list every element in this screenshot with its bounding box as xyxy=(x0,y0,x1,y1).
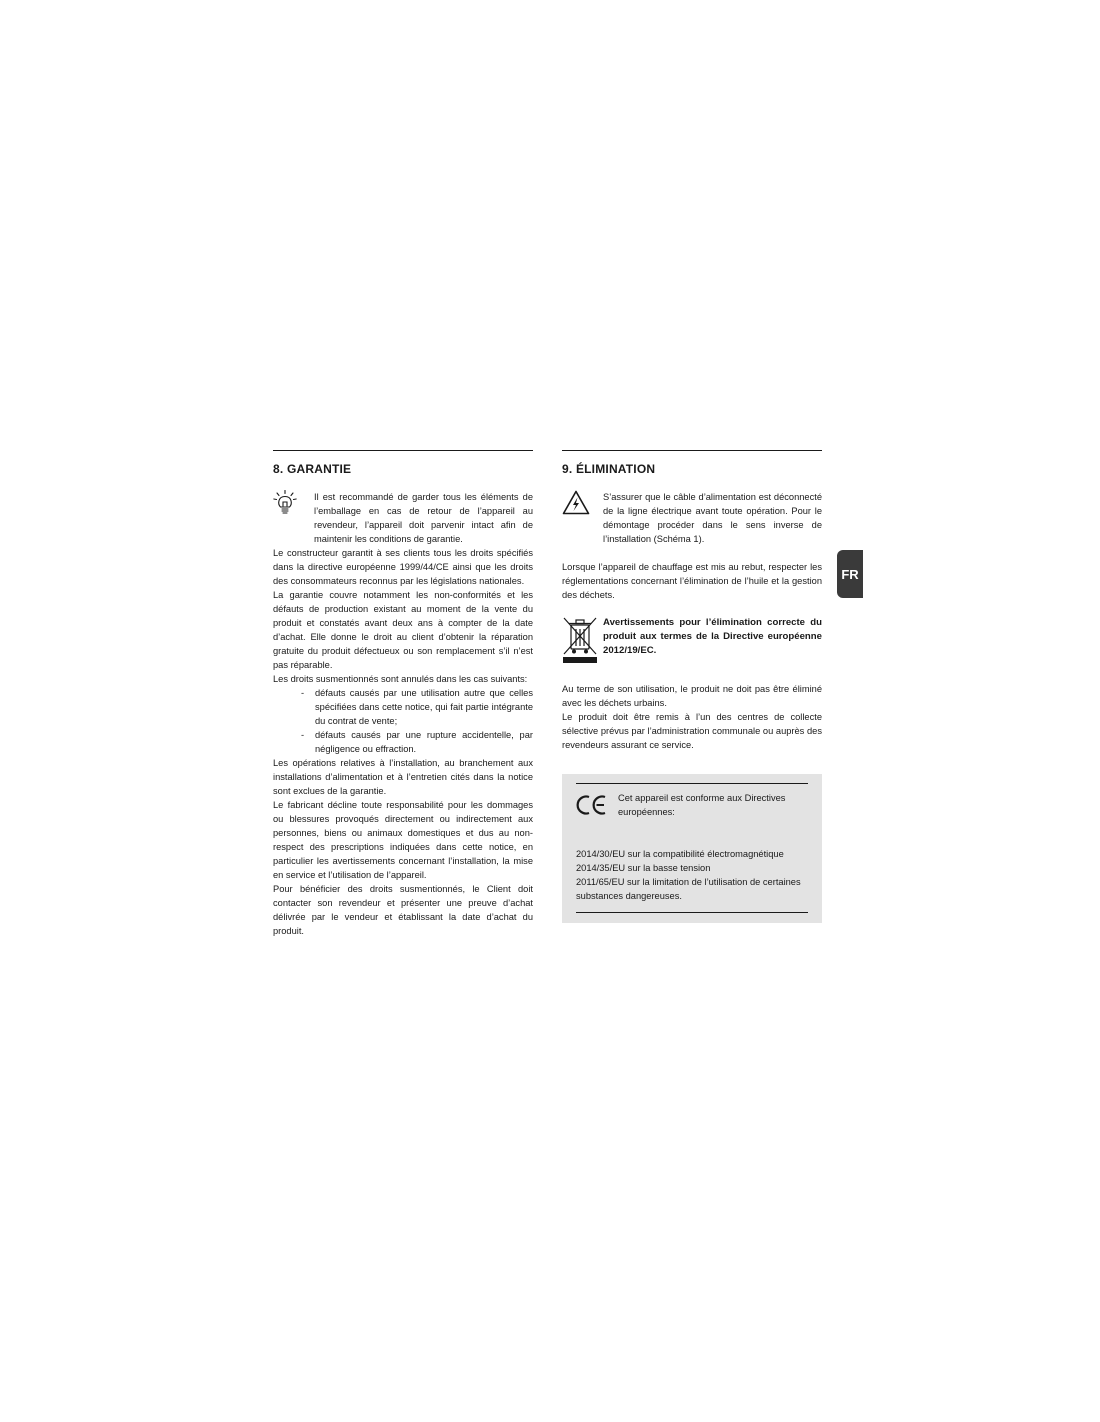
ce-mark-icon xyxy=(576,791,618,821)
warning-text: S’assurer que le câble d’alimentation est déconnecté de la ligne électrique avant toute opération. Pour le démontage procéder dans le sens inverse de l’installation (Schéma 1). xyxy=(603,492,822,544)
box-rule xyxy=(576,912,808,913)
list-item: - défauts causés par une rupture accidentelle, par négligence ou effraction. xyxy=(301,728,533,756)
paragraph: Lorsque l’appareil de chauffage est mis au rebut, respecter les réglementations concernant l’élimination de l’huile et la gestion des déchets. xyxy=(562,562,822,600)
section-heading: 8. GARANTIE xyxy=(273,462,352,476)
language-tab xyxy=(837,550,863,598)
paragraph: Le fabricant décline toute responsabilité pour les dommages ou blessures provoqués directement ou indirectement aux personnes, biens ou animaux domestiques et dus au non-respect des prescriptions indiquées dans cette notice, en particulier les avertissements concernant l’installation, la mise en service et l’utilisation de l’appareil. xyxy=(273,800,533,880)
box-rule xyxy=(576,783,808,784)
directive-line: 2011/65/EU sur la limitation de l’utilisation de certaines substances dangereuses. xyxy=(576,877,801,901)
weee-title: Avertissements pour l’élimination correcte du produit aux termes de la Directive européenne 2012/19/EC. xyxy=(603,617,822,656)
electrical-hazard-icon xyxy=(562,490,603,519)
paragraph: Les droits susmentionnés sont annulés dans les cas suivants: xyxy=(273,674,528,684)
ce-compliance-box xyxy=(562,774,822,923)
paragraph: La garantie couvre notamment les non-conformités et les défauts de production existant au moment de la vente du produit et constatés avant deux ans à compter de la date d’achat. Elle donne le droit au client d’obtenir la réparation gratuite du produit défectueux ou son remplacement s’il n’est pas réparable. xyxy=(273,590,533,670)
list-item: - défauts causés par une utilisation autre que celles spécifiées dans cette notice, qui fait partie intégrante du contrat de vente; xyxy=(301,686,533,728)
directive-line: 2014/35/EU sur la basse tension xyxy=(576,863,711,873)
crossed-bin-icon xyxy=(562,616,603,668)
weee-note xyxy=(562,616,822,668)
language-tab-label: FR xyxy=(841,566,859,582)
warning-note xyxy=(562,490,822,546)
section-heading: 9. ÉLIMINATION xyxy=(562,462,656,476)
section-garantie xyxy=(273,450,533,938)
paragraph: Le produit doit être remis à l’un des centres de collecte sélective prévus par l’administration communale ou auprès des revendeurs assurant ce service. xyxy=(562,712,822,750)
paragraph: Pour bénéficier des droits susmentionnés, le Client doit contacter son revendeur et présenter une preuve d’achat délivrée par le vendeur et établissant la date d’achat du produit. xyxy=(273,884,533,936)
directive-line: 2014/30/EU sur la compatibilité électromagnétique xyxy=(576,849,784,859)
section-body xyxy=(562,490,822,752)
exclusion-list xyxy=(273,686,533,756)
paragraph: Le constructeur garantit à ses clients tous les droits spécifiés dans la directive européenne 1999/44/CE ainsi que les droits des consommateurs reconnus par les législations nationales. xyxy=(273,548,533,586)
paragraph: Au terme de son utilisation, le produit ne doit pas être éliminé avec les déchets urbains. xyxy=(562,684,822,708)
tip-note xyxy=(273,490,533,546)
paragraph: Les opérations relatives à l’installation, au branchement aux installations d’alimentation et à l’entretien cités dans la notice sont exclues de la garantie. xyxy=(273,758,533,796)
lightbulb-icon xyxy=(273,490,314,520)
ce-intro: Cet appareil est conforme aux Directives européennes: xyxy=(618,793,786,817)
section-elimination xyxy=(562,450,822,923)
tip-text: Il est recommandé de garder tous les éléments de l’emballage en cas de retour de l’appareil au revendeur, l’appareil doit parvenir intact afin de maintenir les conditions de garantie. xyxy=(314,492,533,544)
directive-list xyxy=(576,847,808,903)
section-body xyxy=(273,490,533,938)
section-rule xyxy=(562,450,822,451)
section-rule xyxy=(273,450,533,451)
